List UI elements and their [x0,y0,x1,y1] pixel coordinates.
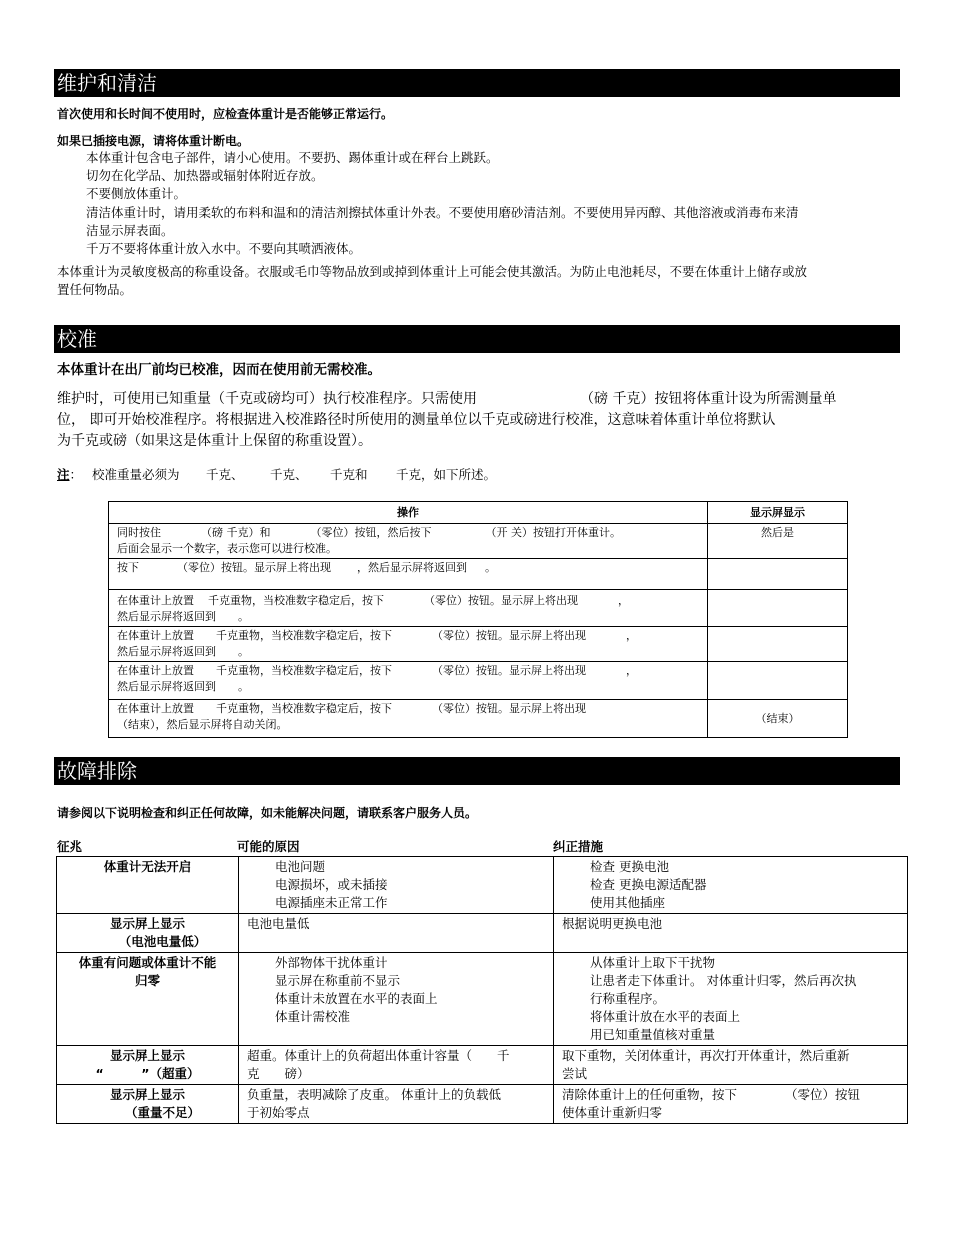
cause-text: 电池电量低 [247,916,310,931]
cause-text: 体重计未放置在水平的表面上 [275,991,438,1006]
op-text: ， [626,664,637,677]
table-row [109,662,848,700]
note-text: 校准重量必须为 [92,467,180,482]
header-display: 显示屏显示 [708,502,848,524]
op-text: ，然后显示屏将返回到 [357,561,467,574]
fix-text: （零位）按钮 [785,1087,861,1102]
calibration-para: 位， 即可开始校准程序。将根据进入校准路径时所使用的测量单位以千克或磅进行校准，这意味着体重计单位将默认 [57,412,776,428]
op-text: 千克重物，当校准数字稳定后，按下 [216,629,392,642]
cause-text: 显示屏在称重前不显示 [275,973,401,988]
note-text: 千克，如下所述。 [396,467,497,482]
fix-text: 使体重计重新归零 [562,1105,663,1120]
op-text: 千克重物，当校准数字稳定后，按下 [208,594,384,607]
op-text: 按下 [117,561,139,574]
fix-cell [554,914,908,953]
maintenance-para: 置任何物品。 [57,282,133,297]
op-text: 然后显示屏将返回到 。 [117,645,249,658]
table-row [109,590,848,627]
maintenance-item: 洁显示屏表面。 [86,223,174,238]
table-row [57,953,908,1046]
table-row [57,1085,908,1124]
op-text: 在体重计上放置 [117,702,194,715]
operation-cell [109,590,708,627]
table-row [57,1046,908,1085]
note-text: 千克、 [206,467,244,482]
cause-cell [239,1085,554,1124]
fix-cell [554,953,908,1046]
note-text: 千克、 [270,467,308,482]
op-text: （零位）按钮，然后按下 [310,526,432,539]
op-text: 然后显示屏将返回到 。 [117,610,249,623]
display-cell [708,662,848,700]
op-text: 后面会显示一个数字，表示您可以进行校准。 [117,542,337,555]
symptom-text: （电池电量低） [118,934,207,949]
cause-text: 电池问题 [275,859,326,874]
symptom-text: 显示屏上显示 [109,916,185,931]
op-text: （磅 千克）和 [201,526,271,539]
calibration-para: 为千克或磅（如果这是体重计上保留的称重设置）。 [57,433,372,449]
fix-text: 尝试 [562,1066,588,1081]
cause-text: 外部物体干扰体重计 [275,955,388,970]
op-text: 在体重计上放置 [117,664,194,677]
symptom-text: （重量不足） [124,1105,200,1120]
fix-text: 用已知重量值核对重量 [590,1027,716,1042]
op-text: 然后显示屏将返回到 。 [117,680,249,693]
table-row [109,700,848,738]
note-colon: ： [69,467,83,482]
symptom-text: 显示屏上显示 [109,1048,185,1063]
cause-text: 体重计需校准 [275,1009,351,1024]
maintenance-item: 不要侧放体重计。 [86,186,187,201]
fix-text: 清除体重计上的任何重物，按下 [562,1087,738,1102]
cause-cell [239,857,554,914]
table-row [109,627,848,662]
note-text: 千克和 [330,467,368,482]
display-cell [708,559,848,590]
note-label: 注 [57,467,70,482]
symptom-text: 归零 [134,973,160,988]
op-text: （零位）按钮。显示屏上将出现 [424,594,578,607]
fix-cell [554,857,908,914]
cause-text: 超重。体重计上的负荷超出体重计容量（ 千 [247,1048,510,1063]
troubleshoot-heading: 故障排除 [54,757,900,785]
op-text: ， [626,629,637,642]
table-row [57,914,908,953]
fix-text: 使用其他插座 [590,895,666,910]
calibration-table [108,501,848,738]
symptom-text: “ ”（超重） [95,1066,200,1081]
cause-cell [239,1046,554,1085]
table-header-row [109,502,848,524]
maintenance-item: 清洁体重计时，请用柔软的布料和温和的清洁剂擦拭体重计外表。不要使用磨砂清洁剂。不要使用异丙醇、其他溶液或消毒布来清 [86,205,799,220]
symptom-cell [57,857,239,914]
table-row [109,524,848,559]
op-text: （零位）按钮。显示屏上将出现 [432,629,586,642]
op-text: （开 关）按钮打开体重计。 [485,526,621,539]
symptom-cell [57,914,239,953]
operation-cell [109,524,708,559]
symptom-text: 体重有问题或体重计不能 [78,955,217,970]
op-text: （零位）按钮。显示屏上将出现 [432,702,586,715]
op-text: 千克重物，当校准数字稳定后，按下 [216,702,392,715]
note [57,466,82,484]
op-text: 。 [485,561,496,574]
cause-text: 电源损坏，或未插接 [275,877,388,892]
operation-cell [109,662,708,700]
fix-text: 行称重程序。 [590,991,666,1006]
symptom-cell [57,953,239,1046]
op-text: 千克重物，当校准数字稳定后，按下 [216,664,392,677]
cause-cell [239,914,554,953]
operation-cell [109,700,708,738]
calibration-heading: 校准 [54,325,900,353]
calibration-intro: 本体重计在出厂前均已校准，因而在使用前无需校准。 [57,362,381,378]
table-row [57,857,908,914]
operation-cell [109,559,708,590]
fix-text: 检查 更换电源适配器 [590,877,707,892]
table-row [109,559,848,590]
display-cell [708,700,848,738]
fix-text: 将体重计放在水平的表面上 [590,1009,741,1024]
op-text: 在体重计上放置 [117,594,194,607]
fix-text: 让患者走下体重计。 对体重计归零，然后再次执 [590,973,857,988]
cause-text: 电源插座未正常工作 [275,895,388,910]
maintenance-line2: 如果已插接电源，请将体重计断电。 [57,134,250,148]
header-fix: 纠正措施 [553,839,604,854]
troubleshoot-table [56,856,908,1124]
op-text: （结束），然后显示屏将自动关闭。 [117,718,288,731]
header-cause: 可能的原因 [237,839,300,854]
display-cell [708,627,848,662]
fix-cell [554,1085,908,1124]
symptom-text: 体重计无法开启 [103,859,192,874]
op-text: 在体重计上放置 [117,629,194,642]
calibration-para: 维护时，可使用已知重量（千克或磅均可）执行校准程序。只需使用 [57,391,477,407]
maintenance-line1: 首次使用和长时间不使用时，应检查体重计是否能够正常运行。 [57,107,394,121]
cause-text: 负重量，表明减除了皮重。 体重计上的负载低 [247,1087,501,1102]
display-text: 然后是 [761,526,794,539]
maintenance-heading: 维护和清洁 [54,69,900,97]
op-text: ， [618,594,629,607]
operation-cell [109,627,708,662]
display-cell [708,524,848,559]
symptom-text: 显示屏上显示 [109,1087,185,1102]
header-operation: 操作 [109,502,708,524]
maintenance-item: 千万不要将体重计放入水中。不要向其喷洒液体。 [86,241,362,256]
calibration-para: （磅 千克）按钮将体重计设为所需测量单 [580,391,837,407]
display-cell [708,590,848,627]
display-text: （结束） [755,711,800,725]
fix-text: 根据说明更换电池 [562,916,663,931]
cause-cell [239,953,554,1046]
cause-text: 克 磅） [247,1066,310,1081]
maintenance-item: 本体重计包含电子部件，请小心使用。不要扔、踢体重计或在秤台上跳跃。 [86,150,499,165]
op-text: （零位）按钮。显示屏上将出现 [177,561,331,574]
cause-text: 于初始零点 [247,1105,310,1120]
maintenance-para: 本体重计为灵敏度极高的称重设备。衣服或毛巾等物品放到或掉到体重计上可能会使其激活。为防止电池耗尽，不要在体重计上储存或放 [57,264,808,279]
troubleshoot-intro: 请参阅以下说明检查和纠正任何故障，如未能解决问题，请联系客户服务人员。 [57,806,478,820]
op-text: 同时按住 [117,526,161,539]
symptom-cell [57,1085,239,1124]
maintenance-item: 切勿在化学品、加热器或辐射体附近存放。 [86,168,324,183]
op-text: （零位）按钮。显示屏上将出现 [432,664,586,677]
fix-text: 检查 更换电池 [590,859,669,874]
symptom-cell [57,1046,239,1085]
header-symptom: 征兆 [57,839,83,854]
fix-text: 取下重物，关闭体重计，再次打开体重计，然后重新 [562,1048,850,1063]
fix-cell [554,1046,908,1085]
fix-text: 从体重计上取下干扰物 [590,955,716,970]
